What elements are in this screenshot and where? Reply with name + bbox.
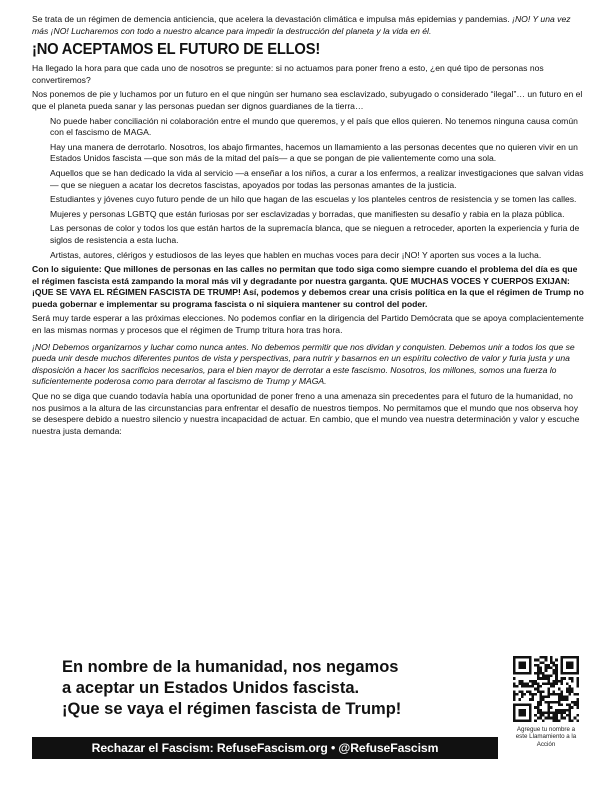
headline: ¡NO ACEPTAMOS EL FUTURO DE ELLOS! [32, 41, 321, 59]
indented-item: Estudiantes y jóvenes cuyo futuro pende de un hilo que hagan de las escuelas y los planteles centros de resistencia y se tomen las calles. [50, 194, 577, 205]
qr-caption: Agregue tu nombre a este Llamamiento a la Acción [515, 726, 577, 748]
qr-block [511, 656, 581, 748]
indented-item: Mujeres y personas LGBTQ que están furiosas por ser esclavizadas y borradas, que manifiesten su desafío y rabia en la plaza pública. [50, 208, 565, 219]
indented-item: Hay una manera de derrotarlo. Nosotros, los abajo firmantes, hacemos un llamamiento a las personas decentes que no quieren vivir en un Estados Unidos fascista —que son más de la mitad del país— a que se pongan de pie valientemente como una sola. [50, 141, 578, 164]
closing-statement [62, 657, 502, 720]
indented-item: Las personas de color y todos los que están hartos de la supremacía blanca, que se nieguen a retroceder, aporten la experiencia y furia de siglos de resistencia a esta lucha. [50, 223, 580, 245]
demand-paragraph: Que no se diga que cuando todavía había una oportunidad de poner freno a una amenaza sin precedentes para el futuro de la humanidad, no nos pusimos a la altura de las circunstancias para enfrentar el desafío de nuestros tiempos. No permitamos que el mundo que nos observa hoy se desespere debido a nuestro silencio y nuestra incapacidad de actuar. En cambio, que el mundo vea nuestra determinación y valor y escuche nuestra justa demanda: [32, 391, 580, 436]
indented-list [50, 116, 584, 262]
document-body [32, 14, 584, 440]
intro-italic: ¡NO! Y una vez más ¡NO! Lucharemos con todo a nuestro alcance para impedir la destrucción del planeta y la vida en él. [32, 14, 571, 36]
footer-bar[interactable]: Rechazar el Fascism: RefuseFascism.org • @RefuseFascism [32, 737, 498, 759]
question-paragraph: Ha llegado la hora para que cada uno de nosotros se pregunte: si no actuamos para poner freno a esto, ¿en qué tipo de personas nos convertiremos? [32, 63, 544, 85]
indented-item: Artistas, autores, clérigos y estudiosos de las leyes que hablen en muchas voces para decir ¡NO! Y aporten sus voces a la lucha. [50, 249, 542, 260]
indented-item: Aquellos que se han dedicado la vida al servicio —a enseñar a los niños, a curar a los enfermos, a realizar investigaciones que salvan vidas— que se nieguen a acatar los decretos fascistas, apoyados por todas las personas amantes de la justicia. [50, 167, 584, 190]
elections-paragraph: Será muy tarde esperar a las próximas elecciones. No podemos confiar en la dirigencia del Partido Demócrata que se apoya complacientemente en las mismas normas y procesos que el régimen de Trump tritura hora tras hora. [32, 313, 584, 336]
intro-paragraph [32, 14, 584, 37]
demand-bold-paragraph: Con lo siguiente: Que millones de personas en las calles no permitan que todo siga como siempre cuando el problema del día es que el régimen fascista está zampando la moral más vil y degradante por nuestra garganta. QUE MUCHAS VOCES Y CUERPOS EXIJAN: ¡QUE SE VAYA EL RÉGIMEN FASCISTA DE TRUMP! Así, podemos y debemos crear una crisis política en la que el régimen de Trump no pueda gobernar e implementar su programa fascista o ni siquiera mantener su control del poder. [32, 264, 584, 309]
closing-line-2: a aceptar un Estados Unidos fascista. [62, 679, 360, 697]
qr-code-icon[interactable] [513, 656, 579, 722]
organize-paragraph: ¡NO! Debemos organizarnos y luchar como nunca antes. No debemos permitir que nos dividan y conquisten. Debemos unir a todos los que se pueda unir desde muchos diferentes puntos de vista y perspectivas, para nutrir y basarnos en un espíritu colectivo de valor y furia justa y una disposición a hacer los sacrificios necesarios, para el bien mayor de derrotar a este fascismo. Nosotros, los millones, somos una fuerza lo suficientemente poderosa como para derrotar al fascismo de Trump y MAGA. [32, 341, 575, 387]
future-paragraph: Nos ponemos de pie y luchamos por un futuro en el que ningún ser humano sea esclavizado, subyugado o considerado “ilegal”… un futuro en el que el planeta pueda sanar y las personas puedan ser dignos guardianes de la tierra… [32, 89, 583, 111]
intro-text: Se trata de un régimen de demencia anticiencia, que acelera la devastación climática e impulsa más epidemias y pandemias. [32, 14, 513, 24]
closing-line-1: En nombre de la humanidad, nos negamos [62, 658, 399, 676]
closing-line-3: ¡Que se vaya el régimen fascista de Trump! [62, 700, 402, 718]
indented-item: No puede haber conciliación ni colaboración entre el mundo que queremos, y el país que ellos quieren. No tenemos ninguna causa común con el fascismo de MAGA. [50, 115, 578, 138]
